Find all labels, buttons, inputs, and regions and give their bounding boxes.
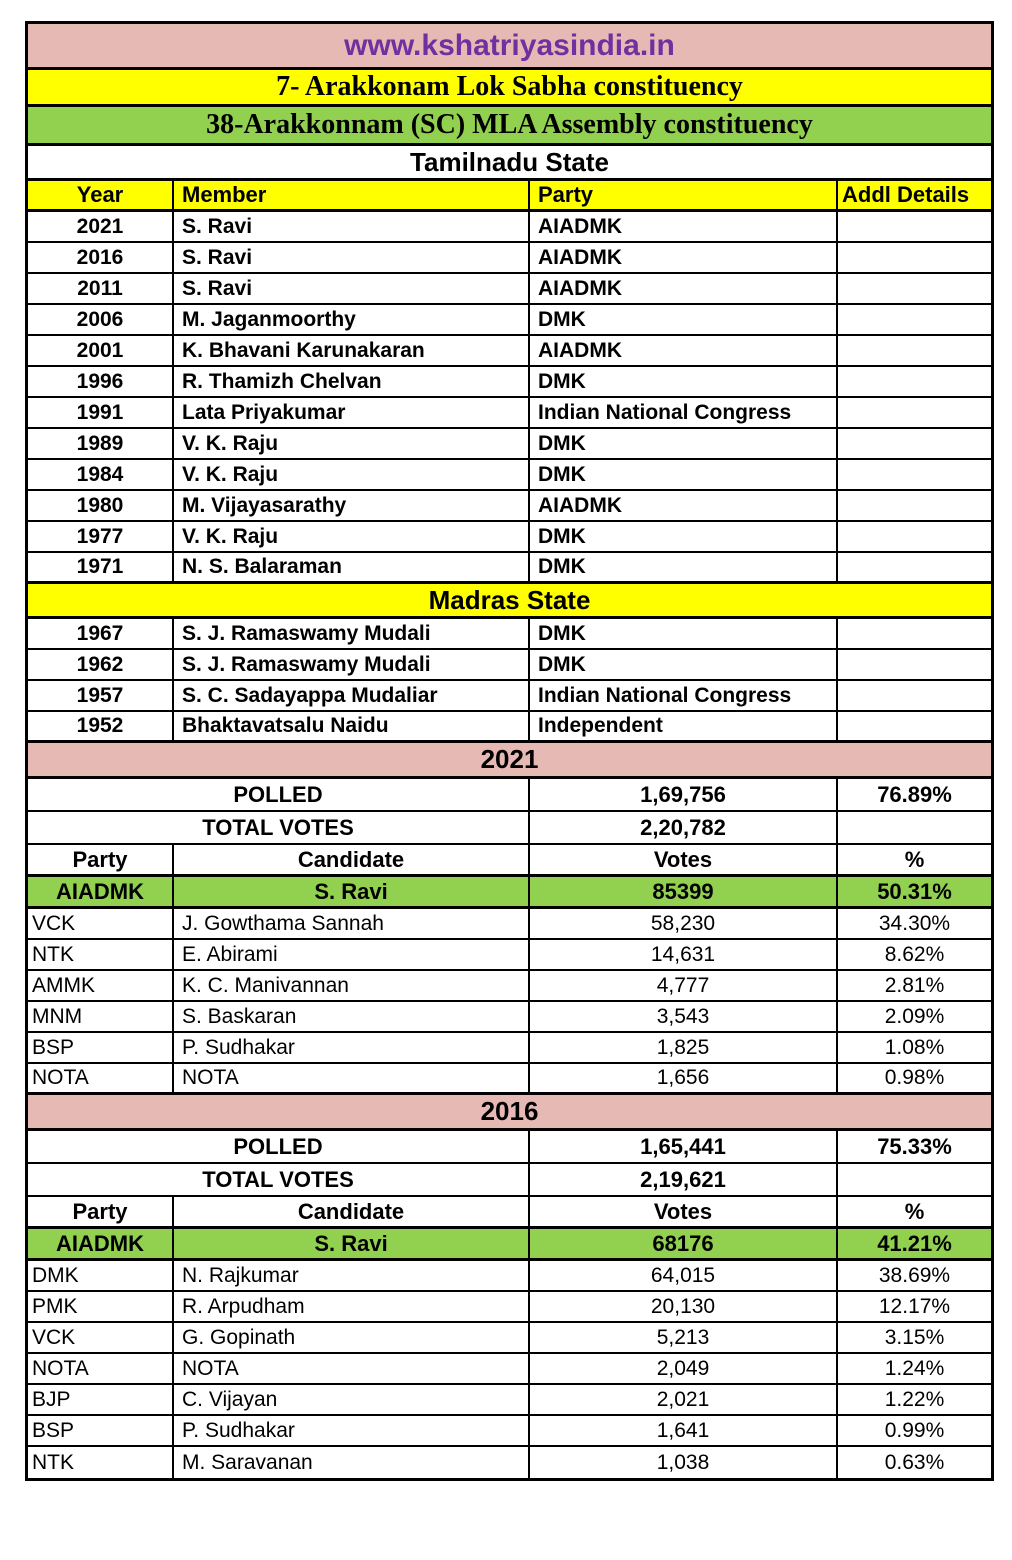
history-row [28, 212, 991, 243]
results-header-candidate: Candidate [174, 845, 530, 874]
party-cell: DMK [530, 650, 838, 679]
result-percent: 0.98% [884, 1066, 945, 1089]
result-percent: 12.17% [878, 1294, 951, 1318]
results-header-row [28, 1197, 991, 1229]
addl-details-cell [838, 429, 991, 458]
polled-percent: 75.33% [877, 1133, 952, 1159]
total-votes-label: TOTAL VOTES [28, 1164, 530, 1195]
result-votes: 14,631 [530, 940, 838, 969]
history-row [28, 367, 991, 398]
year-cell: 2001 [28, 336, 174, 365]
election-year-banner-2021 [28, 743, 991, 779]
member-cell: S. Ravi [174, 243, 530, 272]
member-cell: M. Vijayasarathy [174, 491, 530, 520]
result-candidate: J. Gowthama Sannah [174, 909, 530, 938]
madras-state-banner [28, 584, 991, 619]
result-candidate: S. Baskaran [174, 1002, 530, 1031]
polled-label: POLLED [28, 1131, 530, 1162]
party-cell: DMK [530, 429, 838, 458]
result-row [28, 1323, 991, 1354]
addl-details-cell [838, 522, 991, 551]
member-cell: S. J. Ramaswamy Mudali [174, 619, 530, 648]
result-votes: 4,777 [530, 971, 838, 1000]
polled-votes: 1,65,441 [530, 1131, 838, 1162]
tamilnadu-state-label: Tamilnadu State [410, 146, 609, 177]
member-cell: S. Ravi [174, 274, 530, 303]
total-votes-row [28, 1164, 991, 1197]
result-percent: 1.22% [884, 1387, 945, 1411]
result-votes: 64,015 [530, 1261, 838, 1290]
result-candidate: G. Gopinath [174, 1323, 530, 1352]
year-cell: 1980 [28, 491, 174, 520]
member-cell: S. C. Sadayappa Mudaliar [174, 681, 530, 710]
result-row [28, 971, 991, 1002]
polled-label: POLLED [28, 779, 530, 810]
constituency-table [25, 21, 994, 1481]
member-cell: Bhaktavatsalu Naidu [174, 712, 530, 740]
total-votes-label: TOTAL VOTES [28, 812, 530, 843]
result-row [28, 1385, 991, 1416]
result-party: PMK [28, 1292, 174, 1321]
party-cell: AIADMK [530, 491, 838, 520]
addl-details-cell [838, 336, 991, 365]
result-votes: 1,038 [530, 1447, 838, 1478]
results-header-votes: Votes [530, 845, 838, 874]
col-header-party: Party [530, 181, 838, 209]
result-votes: 3,543 [530, 1002, 838, 1031]
history-row [28, 460, 991, 491]
member-cell: M. Jaganmoorthy [174, 305, 530, 334]
winner-row [28, 877, 991, 909]
result-row [28, 1292, 991, 1323]
result-party: NOTA [28, 1064, 174, 1092]
result-candidate: K. C. Manivannan [174, 971, 530, 1000]
result-party: BJP [28, 1385, 174, 1414]
result-party: NOTA [28, 1354, 174, 1383]
site-url-banner [28, 24, 991, 70]
addl-details-cell [838, 650, 991, 679]
addl-details-cell [838, 553, 991, 581]
year-cell: 1971 [28, 553, 174, 581]
addl-details-cell [838, 398, 991, 427]
member-cell: S. Ravi [174, 212, 530, 241]
result-row [28, 909, 991, 940]
addl-details-cell [838, 243, 991, 272]
history-row [28, 336, 991, 367]
winner-percent: 41.21% [877, 1230, 952, 1256]
result-candidate: R. Arpudham [174, 1292, 530, 1321]
history-row [28, 553, 991, 584]
total-votes-percent-cell [838, 812, 991, 843]
addl-details-cell [838, 305, 991, 334]
winner-party: AIADMK [28, 1229, 174, 1258]
result-row [28, 1354, 991, 1385]
polled-percent: 76.89% [877, 781, 952, 807]
year-cell: 1991 [28, 398, 174, 427]
result-percent: 0.99% [884, 1418, 945, 1442]
party-cell: DMK [530, 522, 838, 551]
results-header-votes: Votes [530, 1197, 838, 1226]
tamilnadu-state-banner [28, 146, 991, 181]
history-row [28, 712, 991, 743]
addl-details-cell [838, 619, 991, 648]
result-candidate: E. Abirami [174, 940, 530, 969]
history-row [28, 681, 991, 712]
winner-votes: 85399 [530, 877, 838, 906]
year-cell: 2006 [28, 305, 174, 334]
year-cell: 2011 [28, 274, 174, 303]
year-cell: 1962 [28, 650, 174, 679]
party-cell: Indian National Congress [530, 681, 838, 710]
winner-percent: 50.31% [877, 878, 952, 904]
result-party: AMMK [28, 971, 174, 1000]
result-party: VCK [28, 909, 174, 938]
result-percent: 38.69% [878, 1263, 951, 1287]
party-cell: DMK [530, 619, 838, 648]
result-candidate: M. Saravanan [174, 1447, 530, 1478]
year-cell: 2016 [28, 243, 174, 272]
results-header-party: Party [28, 1197, 174, 1226]
result-percent: 8.62% [884, 942, 945, 966]
member-cell: N. S. Balaraman [174, 553, 530, 581]
result-party: NTK [28, 1447, 174, 1478]
party-cell: Independent [530, 712, 838, 740]
history-row [28, 305, 991, 336]
result-votes: 1,825 [530, 1033, 838, 1062]
result-row [28, 1064, 991, 1095]
winner-candidate: S. Ravi [174, 877, 530, 906]
total-votes-value: 2,20,782 [530, 812, 838, 843]
party-cell: DMK [530, 553, 838, 581]
addl-details-cell [838, 274, 991, 303]
party-cell: Indian National Congress [530, 398, 838, 427]
addl-details-cell [838, 681, 991, 710]
addl-details-cell [838, 712, 991, 740]
addl-details-cell [838, 460, 991, 489]
member-cell: S. J. Ramaswamy Mudali [174, 650, 530, 679]
assembly-title [28, 107, 991, 146]
results-header-percent: % [904, 1198, 925, 1224]
year-cell: 1957 [28, 681, 174, 710]
party-cell: AIADMK [530, 212, 838, 241]
result-percent: 3.15% [884, 1325, 945, 1349]
year-cell: 1977 [28, 522, 174, 551]
result-percent: 2.09% [884, 1004, 945, 1028]
result-candidate: C. Vijayan [174, 1385, 530, 1414]
madras-state-label: Madras State [428, 584, 591, 615]
result-row [28, 940, 991, 971]
result-percent: 2.81% [884, 973, 945, 997]
result-candidate: P. Sudhakar [174, 1033, 530, 1062]
result-candidate: NOTA [174, 1064, 530, 1092]
year-cell: 2021 [28, 212, 174, 241]
result-votes: 2,021 [530, 1385, 838, 1414]
col-header-member: Member [174, 181, 530, 209]
year-cell: 1989 [28, 429, 174, 458]
result-row [28, 1033, 991, 1064]
winner-party: AIADMK [28, 877, 174, 906]
result-row [28, 1261, 991, 1292]
result-percent: 1.24% [884, 1356, 945, 1380]
year-cell: 1952 [28, 712, 174, 740]
winner-candidate: S. Ravi [174, 1229, 530, 1258]
lok-sabha-title [28, 70, 991, 107]
result-percent: 0.63% [884, 1450, 945, 1474]
results-header-candidate: Candidate [174, 1197, 530, 1226]
year-cell: 1984 [28, 460, 174, 489]
member-cell: Lata Priyakumar [174, 398, 530, 427]
history-row [28, 650, 991, 681]
member-cell: V. K. Raju [174, 429, 530, 458]
result-percent: 1.08% [884, 1035, 945, 1059]
result-row [28, 1447, 991, 1478]
history-row [28, 491, 991, 522]
result-party: MNM [28, 1002, 174, 1031]
party-cell: AIADMK [530, 274, 838, 303]
result-row [28, 1002, 991, 1033]
total-votes-row [28, 812, 991, 845]
year-cell: 1996 [28, 367, 174, 396]
history-row [28, 522, 991, 553]
party-cell: AIADMK [530, 243, 838, 272]
addl-details-cell [838, 491, 991, 520]
party-cell: DMK [530, 305, 838, 334]
winner-row [28, 1229, 991, 1261]
result-percent: 34.30% [878, 911, 951, 935]
result-party: BSP [28, 1033, 174, 1062]
year-cell: 1967 [28, 619, 174, 648]
result-party: DMK [28, 1261, 174, 1290]
addl-details-cell [838, 212, 991, 241]
result-candidate: P. Sudhakar [174, 1416, 530, 1445]
polled-row [28, 1131, 991, 1164]
result-votes: 20,130 [530, 1292, 838, 1321]
result-votes: 58,230 [530, 909, 838, 938]
history-row [28, 398, 991, 429]
result-candidate: N. Rajkumar [174, 1261, 530, 1290]
results-header-percent: % [904, 846, 925, 872]
member-cell: K. Bhavani Karunakaran [174, 336, 530, 365]
assembly-title-text: 38-Arakkonnam (SC) MLA Assembly constituency [206, 109, 813, 140]
member-cell: V. K. Raju [174, 460, 530, 489]
result-votes: 1,656 [530, 1064, 838, 1092]
history-row [28, 619, 991, 650]
total-votes-percent-cell [838, 1164, 991, 1195]
col-header-addl-details: Addl Details [842, 182, 970, 207]
history-row [28, 429, 991, 460]
lok-sabha-title-text: 7- Arakkonam Lok Sabha constituency [276, 71, 743, 102]
result-row [28, 1416, 991, 1447]
result-party: VCK [28, 1323, 174, 1352]
results-header-party: Party [28, 845, 174, 874]
result-votes: 2,049 [530, 1354, 838, 1383]
result-party: NTK [28, 940, 174, 969]
history-row [28, 243, 991, 274]
result-votes: 1,641 [530, 1416, 838, 1445]
site-url: www.kshatriyasindia.in [344, 28, 675, 62]
result-votes: 5,213 [530, 1323, 838, 1352]
history-row [28, 274, 991, 305]
result-party: BSP [28, 1416, 174, 1445]
member-cell: V. K. Raju [174, 522, 530, 551]
winner-votes: 68176 [530, 1229, 838, 1258]
member-cell: R. Thamizh Chelvan [174, 367, 530, 396]
col-header-year: Year [28, 181, 174, 209]
election-year-label: 2016 [480, 1096, 539, 1126]
election-year-label: 2021 [480, 744, 539, 774]
addl-details-cell [838, 367, 991, 396]
results-header-row [28, 845, 991, 877]
polled-row [28, 779, 991, 812]
party-cell: DMK [530, 460, 838, 489]
polled-votes: 1,69,756 [530, 779, 838, 810]
history-header-row [28, 181, 991, 212]
party-cell: DMK [530, 367, 838, 396]
election-year-banner-2016 [28, 1095, 991, 1131]
party-cell: AIADMK [530, 336, 838, 365]
result-candidate: NOTA [174, 1354, 530, 1383]
total-votes-value: 2,19,621 [530, 1164, 838, 1195]
